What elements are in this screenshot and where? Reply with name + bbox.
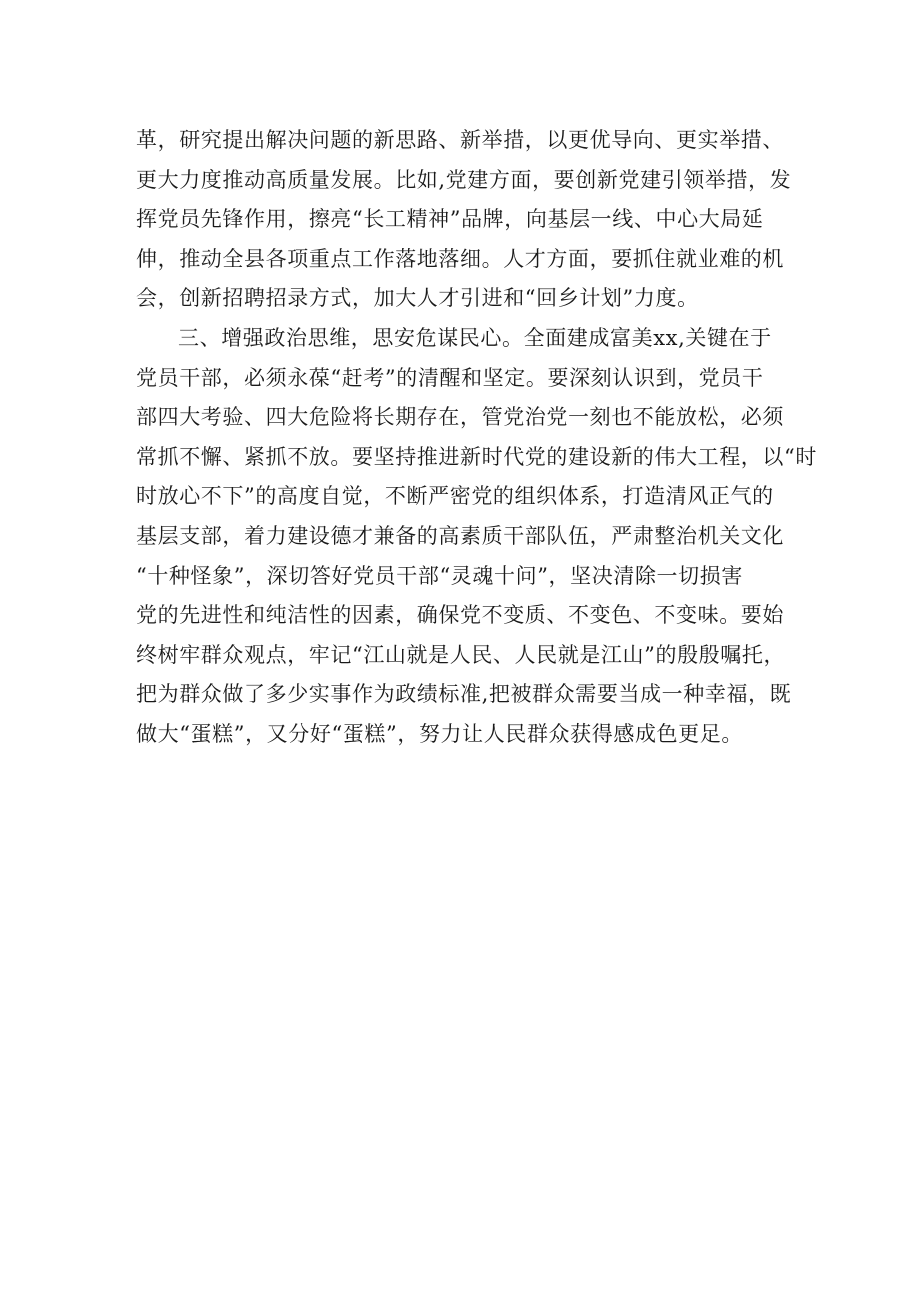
text-line: “十种怪象”，深切答好党员干部“灵魂十问”，坚决清除一切损害 (136, 563, 743, 588)
text-line: 基层支部，着力建设德才兼备的高素质干部队伍，严肃整治机关文化 (136, 523, 784, 548)
paragraph-2 (136, 319, 817, 755)
text-line: 革，研究提出解决问题的新思路、新举措，以更优导向、更实举措、 (136, 128, 784, 152)
text-line: 把为群众做了多少实事作为政绩标准,把被群众需要当成一种幸福，既 (136, 682, 792, 707)
text-line: 做大“蛋糕”，又分好“蛋糕”，努力让人民群众获得感成色更足。 (136, 721, 743, 746)
text-line: 更大力度推动高质量发展。比如,党建方面，要创新党建引领举措，发 (136, 167, 792, 192)
text-line: 党的先进性和纯洁性的因素，确保党不变质、不变色、不变味。要始 (136, 603, 784, 628)
text-line: 挥党员先锋作用，擦亮“长工精神”品牌，向基层一线、中心大局延 (136, 207, 764, 232)
text-line: 伸，推动全县各项重点工作落地落细。人才方面，要抓住就业难的机 (136, 246, 784, 271)
text-line: 党员干部，必须永葆“赶考”的清醒和坚定。要深刻认识到，党员干 (136, 365, 764, 390)
text-line: 部四大考验、四大危险将长期存在，管党治党一刻也不能放松，必须 (136, 405, 784, 430)
text-line: 常抓不懈、紧抓不放。要坚持推进新时代党的建设新的伟大工程，以“时 (136, 444, 817, 469)
text-line: 三、增强政治思维，思安危谋民心。全面建成富美xx,关键在于 (178, 325, 772, 350)
text-line: 终树牢群众观点，牢记“江山就是人民、人民就是江山”的殷殷嘱托， (136, 642, 786, 667)
text-line: 会，创新招聘招录方式，加大人才引进和“回乡计划”力度。 (136, 286, 699, 311)
text-line: 时放心不下”的高度自觉，不断严密党的组织体系，打造清风正气的 (136, 484, 774, 509)
paragraph-1 (136, 121, 796, 319)
body-text (136, 121, 817, 755)
